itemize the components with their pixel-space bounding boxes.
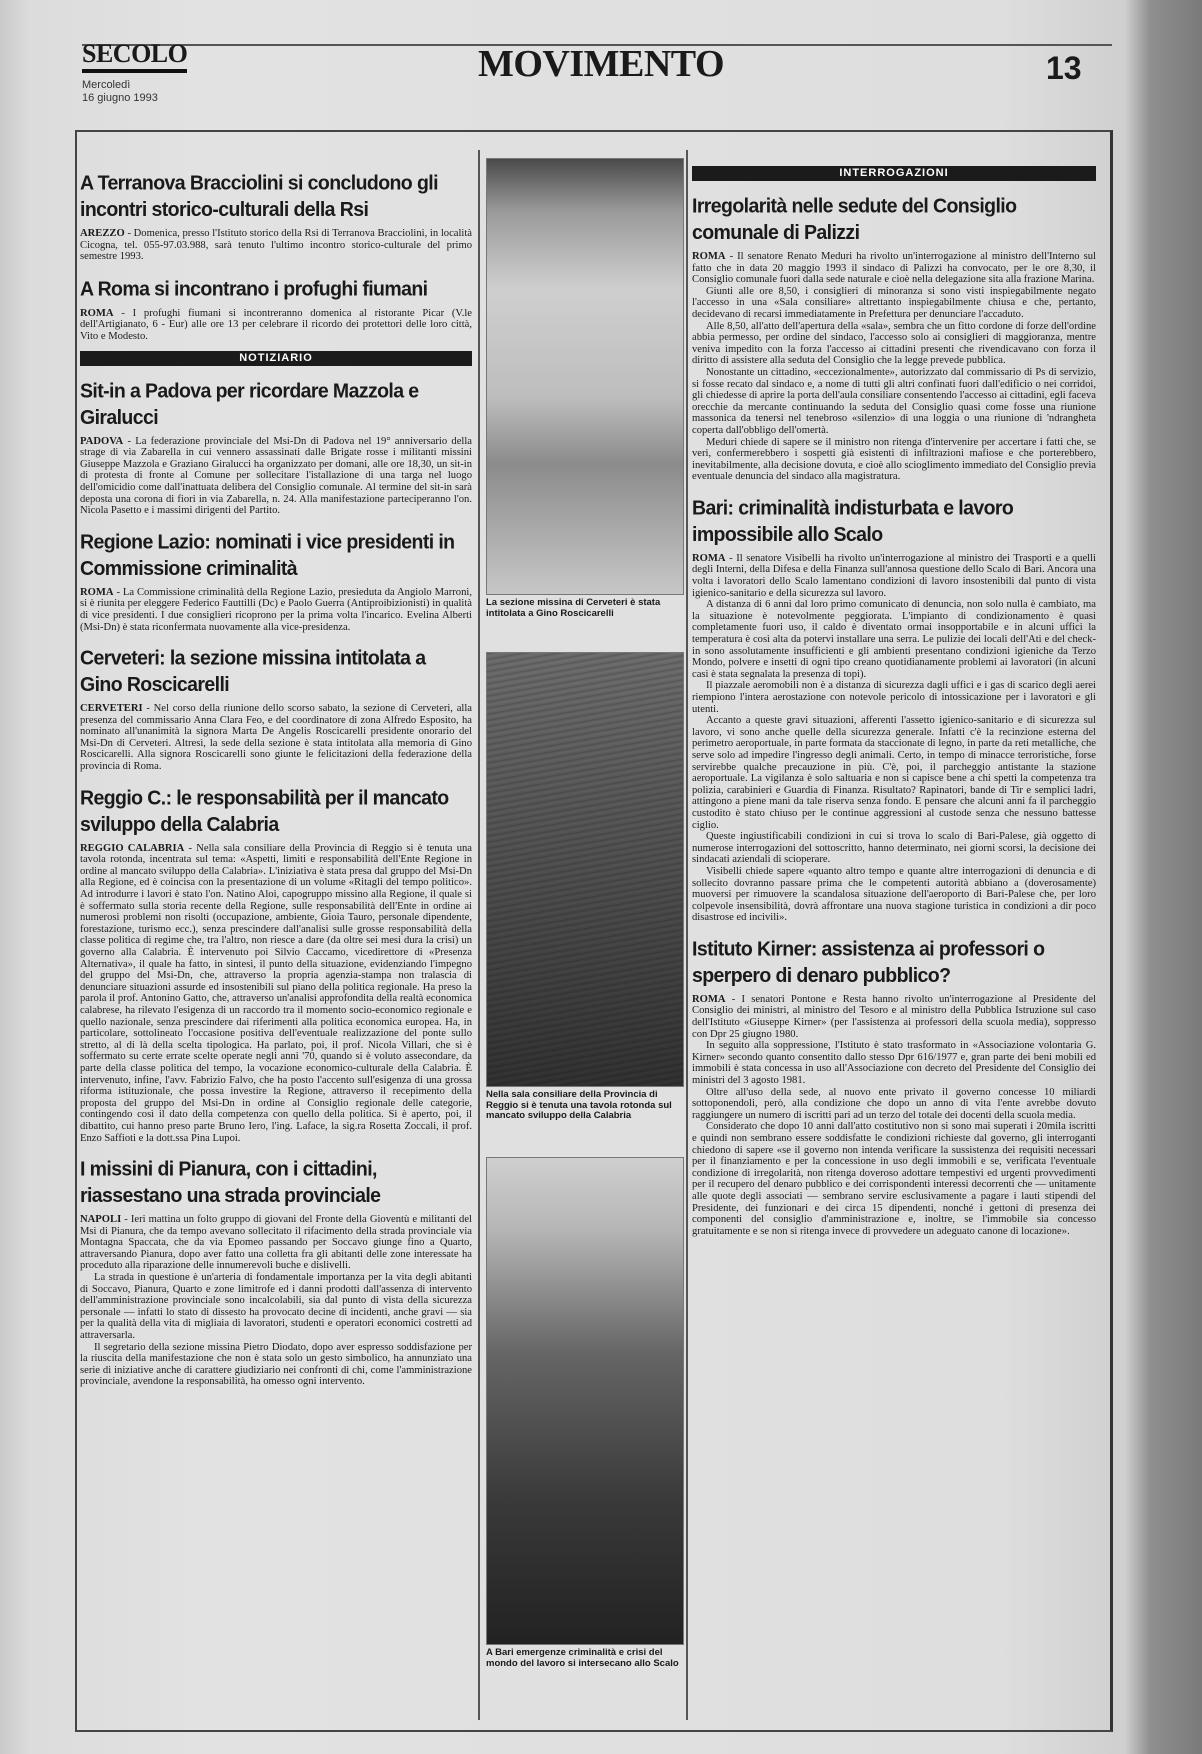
- article-paragraph: [692, 251, 1096, 286]
- photo-reggio-calabria-coast: [486, 652, 684, 1087]
- paragraph-text: - Nel corso della riunione dello scorso sabato, la sezione di Cerveteri, alla presenza del commissario Anna Clara Feo, e del coordinatore di zona Alfredo Esposito, ha nominato all'unanimità la signora Marta De Angelis Roscicarelli presidente onorario del Msi-Dn di Cerveteri. Altresì, la sede della sezione è stata intitolata alla memoria di Gino Roscicarelli. Alla signora Roscicarelli sono giunte le felicitazioni della federazione della provincia di Roma.: [80, 703, 472, 773]
- article-paragraph: [692, 367, 1096, 437]
- article-dateline: ROMA: [692, 993, 726, 1005]
- article-body: [80, 843, 472, 1144]
- issue-date: 16 giugno 1993: [82, 92, 158, 104]
- section-bar: INTERROGAZIONI: [692, 166, 1096, 181]
- article: [692, 497, 1096, 924]
- article-body: [80, 587, 472, 633]
- article-body: [692, 553, 1096, 924]
- section-bar: NOTIZIARIO: [80, 351, 472, 366]
- article-dateline: AREZZO: [80, 228, 125, 239]
- article-paragraph: [692, 599, 1096, 680]
- column-divider: [686, 150, 688, 1720]
- article-headline: A Terranova Bracciolini si concludono gli incontri storico-culturali della Rsi: [80, 171, 438, 222]
- paragraph-text: - I senatori Pontone e Resta hanno rivolto un'interrogazione al Presidente del Consiglio dei ministri, al ministro del Tesoro e al ministro della Pubblica Istruzione sul caso dell'Istituto «Giuseppe Kirner» (per l'assistenza ai professori della scuola media), soppresso con Dpr 25 giugno 1980.: [692, 993, 1096, 1040]
- paragraph-text: Meduri chiede di sapere se il ministro non ritenga d'intervenire per accertare i fatti che, se veri, confermerebbero i sospetti già esistenti di infiltrazioni mafiose e che porterebbero, inevitabilmente, alla decisione dovuta, e cioè allo scioglimento immediato del Consiglio previa eventuale denuncia del sindaco alla magistratura.: [692, 436, 1096, 483]
- article-dateline: ROMA: [80, 307, 114, 319]
- article-headline: Sit-in a Padova per ricordare Mazzola e Giralucci: [80, 379, 419, 429]
- article-paragraph: [80, 587, 472, 633]
- paragraph-text: - Nella sala consiliare della Provincia di Reggio si è tenuta una tavola rotonda, incentrata sul tema: «Aspetti, limiti e responsabilità dell'Ente Regione in ordine al mancato sviluppo della Calabria». L'iniziativa è stata presa dal gruppo del Msi-Dn alla Regione, ed è coincisa con la presentazione di un volume «Ritagli del tempo politico». Ad introdurre i lavori è stato l'on. Natino Aloi, capogruppo missino alla Regione, il quale si è soffermato sulla storia recente della Regione, sulle responsabilità dell'Ente in ordine ai numerosi problemi non risolti (occupazione, ambiente, Gioia Tauro, personale dipendente, forestazione, turismo ecc.), senza prescindere dall'analisi sulle grosse responsabilità della classe politica di regime che, tra l'altro, non riesce a dare (da oltre sei mesi dura la crisi) un governo alla Calabria. È intervenuto poi Silvio Caccamo, vicedirettore di «Presenza Alternativa», il quale ha fatto, in sintesi, il punto della situazione, evidenziando l'impegno del gruppo del Msi-Dn, che, attraverso la propria agenzia-stampa non tralascia di denunciare situazioni assurde ed insostenibili sul piano della politica regionale. Ha preso la parola il prof. Antonino Gatto, che, attraverso un'analisi approfondita della realtà economica calabrese, ha rilevato l'esigenza di un raccordo tra il momento socio-economico regionale e quello nazionale, senza prescindere dai riferimenti alla politica economica europea. Ha, in particolare, sottolineato l'occasione positiva dell'eventuale realizzazione del ponte sullo stretto, al di là della scelta tipologica. Ha parlato, poi, il prof. Nicola Villari, che si è soffermato su certe errate scelte operate negli anni '70, quando si è voluto assecondare, da parte della classe politica del tempo, la vocazione economico-culturale della Calabria. È intervenuto, infine, l'avv. Fabrizio Falvo, che ha posto l'accento sull'esigenza di una grossa riforma istituzionale, che possa investire la Regione, attraverso il recepimento della proposta del gruppo del Msi-Dn in ordine al Consiglio regionale delle categorie, contingendo così il dato della competenza con quello della politica. Si è aperto, poi, il dibattito, cui hanno preso parte Bruno Iero, l'ing. Laface, la sig.ra Rosetta Zoccali, il prof. Enzo Saffioti e la dott.ssa Pina Lupoi.: [80, 842, 472, 1144]
- article-headline: Irregolarità nelle sedute del Consiglio comunale di Palizzi: [692, 194, 1017, 245]
- article: [80, 1158, 472, 1388]
- article-body: [692, 251, 1096, 483]
- article-headline: I missini di Pianura, con i cittadini, riassestano una strada provinciale: [80, 1157, 381, 1208]
- paragraph-text: Queste ingiustificabili condizioni in cui si trova lo scalo di Bari-Palese, già oggetto di numerose interrogazioni del sottoscritto, hanno determinato, nei giorni scorsi, la decisione dei sindacati aziendali di scioperare.: [692, 831, 1096, 866]
- paragraph-text: Giunti alle ore 8,50, i consiglieri di minoranza si sono visti inspiegabilmente negato l'accesso in una «Sala consiliare» altrettanto inspiegabilmente chiusa e che, pertanto, decidevano di recarsi immediatamente in Prefettura per denunciare l'accaduto.: [692, 285, 1096, 320]
- article: [80, 351, 472, 517]
- article-paragraph: [692, 994, 1096, 1040]
- paragraph-text: Il piazzale aeromobili non è a distanza di sicurezza dagli uffici e i gas di scarico degli aerei riempiono l'intera aerostazione con notevole pericolo di intossicazione per i lavoratori e gli utenti.: [692, 680, 1096, 715]
- article-paragraph: [80, 436, 472, 517]
- article-paragraph: [692, 437, 1096, 483]
- article-dateline: NAPOLI: [80, 1214, 122, 1226]
- article-headline: A Roma si incontrano i profughi fiumani: [80, 277, 428, 301]
- article-paragraph: [80, 1272, 472, 1342]
- article-headline: Cerveteri: la sezione missina intitolata a Gino Roscicarelli: [80, 646, 426, 697]
- article-paragraph: [80, 703, 472, 773]
- article-dateline: ROMA: [692, 251, 726, 262]
- article-paragraph: [692, 1121, 1096, 1237]
- paragraph-text: Visibelli chiede sapere «quanto altro tempo e quante altre interrogazioni di denuncia e di sollecito dovranno passare prima che le competenti autorità abbiano a (doverosamente) muoversi per rimuovere la scandalosa situazione dell'aeroporto di Bari-Palese che, per loro colpevole insensibilità, dovrà affrontare una nuova stagione turistica in condizioni a dir poco disastrose ed incivili».: [692, 865, 1096, 924]
- paragraph-text: Considerato che dopo 10 anni dall'atto costitutivo non si sono mai superati i 20mila iscritti e quindi non sembrano essere soddisfatte le condizioni richieste dal governo, gli interroganti chiedono di sapere «se il governo non intenda verificare la sussistenza dei requisiti necessari per il finanziamento e per la concessione in uso degli immobili e se, verificata l'eventuale condizione di irregolarità, non ritenga doveroso adottare tempestivi ed urgenti provvedimenti per il recupero del denaro pubblico e dei corrispondenti interessi decorrenti che — unitamente alle quote degli associati — sembrano servire esclusivamente a pagare i lauti stipendi del Presidente, dei funzionari e dei circa 15 dipendenti, nonché i gettoni di presenza dei componenti del consiglio d'amministrazione e, inoltre, se l'immobile sia concesso gratuitamente e se non si ritenga invece di provvedere un adeguato canone di locazione».: [692, 1121, 1096, 1237]
- article-paragraph: [692, 1087, 1096, 1122]
- article-paragraph: [692, 553, 1096, 599]
- article-body: [692, 994, 1096, 1237]
- article-paragraph: [80, 843, 472, 1144]
- article-headline: Istituto Kirner: assistenza ai professori o sperpero di denaro pubblico?: [692, 937, 1045, 988]
- article-dateline: PADOVA: [80, 435, 124, 447]
- paragraph-text: - Il senatore Renato Meduri ha rivolto un'interrogazione al ministro dell'Interno sul fatto che in data 20 maggio 1993 il sindaco di Palizzi ha convocato, per le ore 8,30, il Consiglio comunale fuori dalla sede naturale e cioè nella delegazione sita alla frazione Marina.: [692, 251, 1096, 286]
- article-paragraph: [692, 286, 1096, 321]
- article: [692, 938, 1096, 1237]
- article-dateline: REGGIO CALABRIA: [80, 842, 185, 854]
- paragraph-text: - Ieri mattina un folto gruppo di giovani del Fronte della Gioventù e militanti del Msi di Pianura, che da tempo avevano sollecitato il rifacimento della strada provinciale via Montagna Spaccata, che da via Epomeo passando per Soccavo giunge fino a Quarto, attraversando Pianura, dopo aver fatto una colletta fra gli abitanti delle zone interessate ha proceduto alla riparazione delle innumerevoli buche e dislivelli.: [80, 1214, 472, 1272]
- paragraph-text: Nonostante un cittadino, «eccezionalmente», autorizzato dal commissario di Ps di servizio, si fosse recato dal sindaco e, a nome di tutti gli altri confinati fuori dall'edificio o nei corridoi, gli chiedesse di aprire la porta dell'aula consiliare consentendo l'accesso ai cittadini, egli faceva orecchie da mercante continuando la seduta del Consiglio quasi come fosse una riunione massonica da tenersi nel tenebroso «silenzio» di una loggia o una riunione di 'ndrangheta coperta dall'obbligo dell'omertà.: [692, 366, 1096, 436]
- paragraph-text: La strada in questione è un'arteria di fondamentale importanza per la vita degli abitanti di Soccavo, Pianura, Quarto e zone limitrofe ed i danni prodotti dall'assenza di intervento dell'amministrazione provinciale sono incalcolabili, sia dal punto di vista della sicurezza personale — infatti lo stato di dissesto ha provocato decine di incidenti, anche gravi — sia per la qualità della vita di migliaia di lavoratori, studenti e operatori economici costretti ad attraversarla.: [80, 1272, 472, 1342]
- column-divider: [478, 150, 480, 1720]
- article: [692, 166, 1096, 483]
- article-body: [80, 1214, 472, 1388]
- article-paragraph: [80, 228, 472, 263]
- section-title: MOVIMENTO: [477, 43, 725, 85]
- paragraph-text: - La federazione provinciale del Msi-Dn di Padova nel 19° anniversario della strage di via Zabarella in cui vennero assassinati dalle Brigate rosse i militanti missini Giuseppe Mazzola e Graziano Giralucci ha organizzato per domani, alle ore 18,30, un sit-in di protesta di fronte al Comune per sollecitare l'istallazione di una targa nel luogo dell'omicidio come dall'inattuata delibera del Consiglio comunale. Al termine del sit-in sarà deposta una corona di fiori in via Zabarella, n. 24. Alla manifestazione parteciperanno l'on. Nicola Pasetto e i massimi dirigenti del Partito.: [80, 435, 473, 517]
- paragraph-text: Oltre all'uso della sede, al nuovo ente privato il governo concesse 10 miliardi sottoponendoli, però, alla condizione che dopo un anno di vita l'ente avrebbe dovuto raggiungere un numero di iscritti pari ad un terzo del totale dei docenti della scuola media.: [692, 1086, 1096, 1121]
- article-dateline: ROMA: [80, 586, 114, 598]
- article-body: [80, 703, 472, 773]
- paragraph-text: Accanto a queste gravi situazioni, afferenti l'assetto igienico-sanitario e di sicurezza sul lavoro, vi sono anche quelle della sicurezza generale. Infatti c'è la recinzione esterna del perimetro aeroportuale, in parte formata da staccionate di legno, in parte da reti metalliche, che serve solo ad impedire l'ingresso degli animali. Certo, in tempo di minacce terroristiche, forse servirebbe qualche precauzione in più. C'è, poi, il parcheggio antistante la stazione aeroportuale. La vigilanza è solo saltuaria e non si capisce bene a chi spetti la competenza tra polizia, carabinieri e Guardia di Finanza. Risultato? Rapinatori, bande di Tir e semplici ladri, attingono a piene mani da tale riserva senza fondo. E pensare che alcuni anni fa il parcheggio custodito è stato chiuso per le continue aggressioni al custode senza che nessuno battesse ciglio.: [692, 715, 1096, 831]
- article-paragraph: [80, 308, 472, 343]
- paragraph-text: - La Commissione criminalità della Regione Lazio, presieduta da Angiolo Marroni, si è riunita per eleggere Federico Fauttilli (Dc) e Paolo Guerra (Antiproibizionisti) in qualità di vice presidenti. I due consiglieri ricoprono per la prima volta l'incarico. Evelina Alberti (Msi-Dn) è stata riconfermata nuovamente alla vice-presidenza.: [80, 586, 472, 633]
- paragraph-text: Alle 8,50, all'atto dell'apertura della «sala», sembra che un fitto cordone di forze dell'ordine abbia permesso, per ordine del sindaco, l'accesso solo ai consiglieri di maggioranza, mentre veniva impedito con la forza l'accesso ai cittadini presenti che rivendicavano con forza il diritto di assistere alla seduta del Consiglio che la legge prevede pubblica.: [692, 320, 1096, 367]
- photo-caption: A Bari emergenze criminalità e crisi del mondo del lavoro si intersecano allo Scalo: [486, 1647, 679, 1669]
- article: [80, 172, 472, 263]
- paragraph-text: Il segretario della sezione missina Pietro Diodato, dopo aver espresso soddisfazione per la riuscita della manifestazione che non è stata solo un gesto simbolico, ha annunziato una serie di iniziative anche di carattere giudiziario nei confronti di chi, come l'amministrazione provinciale, avendone la responsabilità, ha omesso ogni intervento.: [80, 1341, 472, 1388]
- article-paragraph: [80, 1214, 472, 1272]
- article-paragraph: [80, 1342, 472, 1388]
- issue-day: Mercoledì: [82, 79, 131, 91]
- article: [80, 787, 472, 1144]
- article-headline: Reggio C.: le responsabilità per il mancato sviluppo della Calabria: [80, 786, 449, 836]
- article: [80, 531, 472, 633]
- article-paragraph: [692, 831, 1096, 866]
- article-headline: Regione Lazio: nominati i vice presidenti in Commissione criminalità: [80, 530, 455, 580]
- paragraph-text: A distanza di 6 anni dal loro primo comunicato di denuncia, non solo nulla è cambiato, ma la situazione è notevolmente peggiorata. L'impianto di condizionamento è quasi completamente fuori uso, il caldo è diventato ormai insopportabile e in alcuni uffici la temperatura è così alta da potervi installare una serra. Le pulizie dei locali dell'Ati e del check-in sono assolutamente insufficienti e gli ambienti presentano condizioni igieniche da Terzo Mondo, polvere e insetti di ogni tipo creano quotidianamente problemi ai lavoratori (in alcuni casi è stata segnalata la presenza di topi).: [692, 599, 1096, 680]
- article-paragraph: [692, 321, 1096, 367]
- newspaper-logo: SECOLO: [82, 40, 187, 73]
- photo-bari-city: [486, 1157, 684, 1645]
- article-body: [80, 436, 472, 517]
- left-column: [80, 158, 472, 1388]
- paragraph-text: - I profughi fiumani si incontreranno domenica al ristorante Picar (V.le dell'Artigianato, 6 - Eur) alle ore 13 per celebrare il ricordo dei protettori delle loro città, Vito e Modesto.: [80, 307, 472, 342]
- article-body: [80, 308, 472, 343]
- paragraph-text: - Domenica, presso l'Istituto storico della Rsi di Terranova Bracciolini, in località Cicogna, tel. 055-97.03.988, sarà tenuto l'ultimo incontro storico-culturale del primo semestre 1993.: [80, 228, 473, 263]
- article-paragraph: [692, 866, 1096, 924]
- paragraph-text: In seguito alla soppressione, l'Istituto è stato trasformato in «Associazione volontaria G. Kirner» secondo quanto consentito dallo stesso Dpr 616/1977 e, gran parte dei beni mobili ed immobili è stata concessa in uso all'Associazione con decreto del Presidente del Consiglio dei ministri del 3 agosto 1981.: [692, 1040, 1096, 1087]
- article-paragraph: [692, 680, 1096, 715]
- page-number: 13: [1046, 50, 1082, 86]
- article-body: [80, 228, 472, 263]
- article-dateline: CERVETERI: [80, 703, 143, 715]
- article: [80, 647, 472, 773]
- article-paragraph: [692, 715, 1096, 831]
- photo-caption: La sezione missina di Cerveteri è stata intitolata a Gino Roscicarelli: [486, 597, 661, 619]
- photo-caption: Nella sala consiliare della Provincia di Reggio si è tenuta una tavola rotonda sul mancato sviluppo della Calabria: [486, 1089, 672, 1121]
- article-headline: Bari: criminalità indisturbata e lavoro impossibile allo Scalo: [692, 496, 1014, 547]
- photo-cerveteri-section: [486, 158, 684, 595]
- article-dateline: ROMA: [692, 552, 726, 564]
- right-column: [692, 158, 1096, 1237]
- paragraph-text: - Il senatore Visibelli ha rivolto un'interrogazione al ministro dei Trasporti e a quelli degli Interni, della Difesa e della Finanza sull'annosa questione dello Scalo di Bari. Ancora una volta i lavoratori dello Scalo lamentano condizioni di lavoro insostenibili dal punto di vista igienico-sanitario e della sicurezza sul lavoro.: [692, 552, 1096, 599]
- article-paragraph: [692, 1040, 1096, 1086]
- article: [80, 277, 472, 343]
